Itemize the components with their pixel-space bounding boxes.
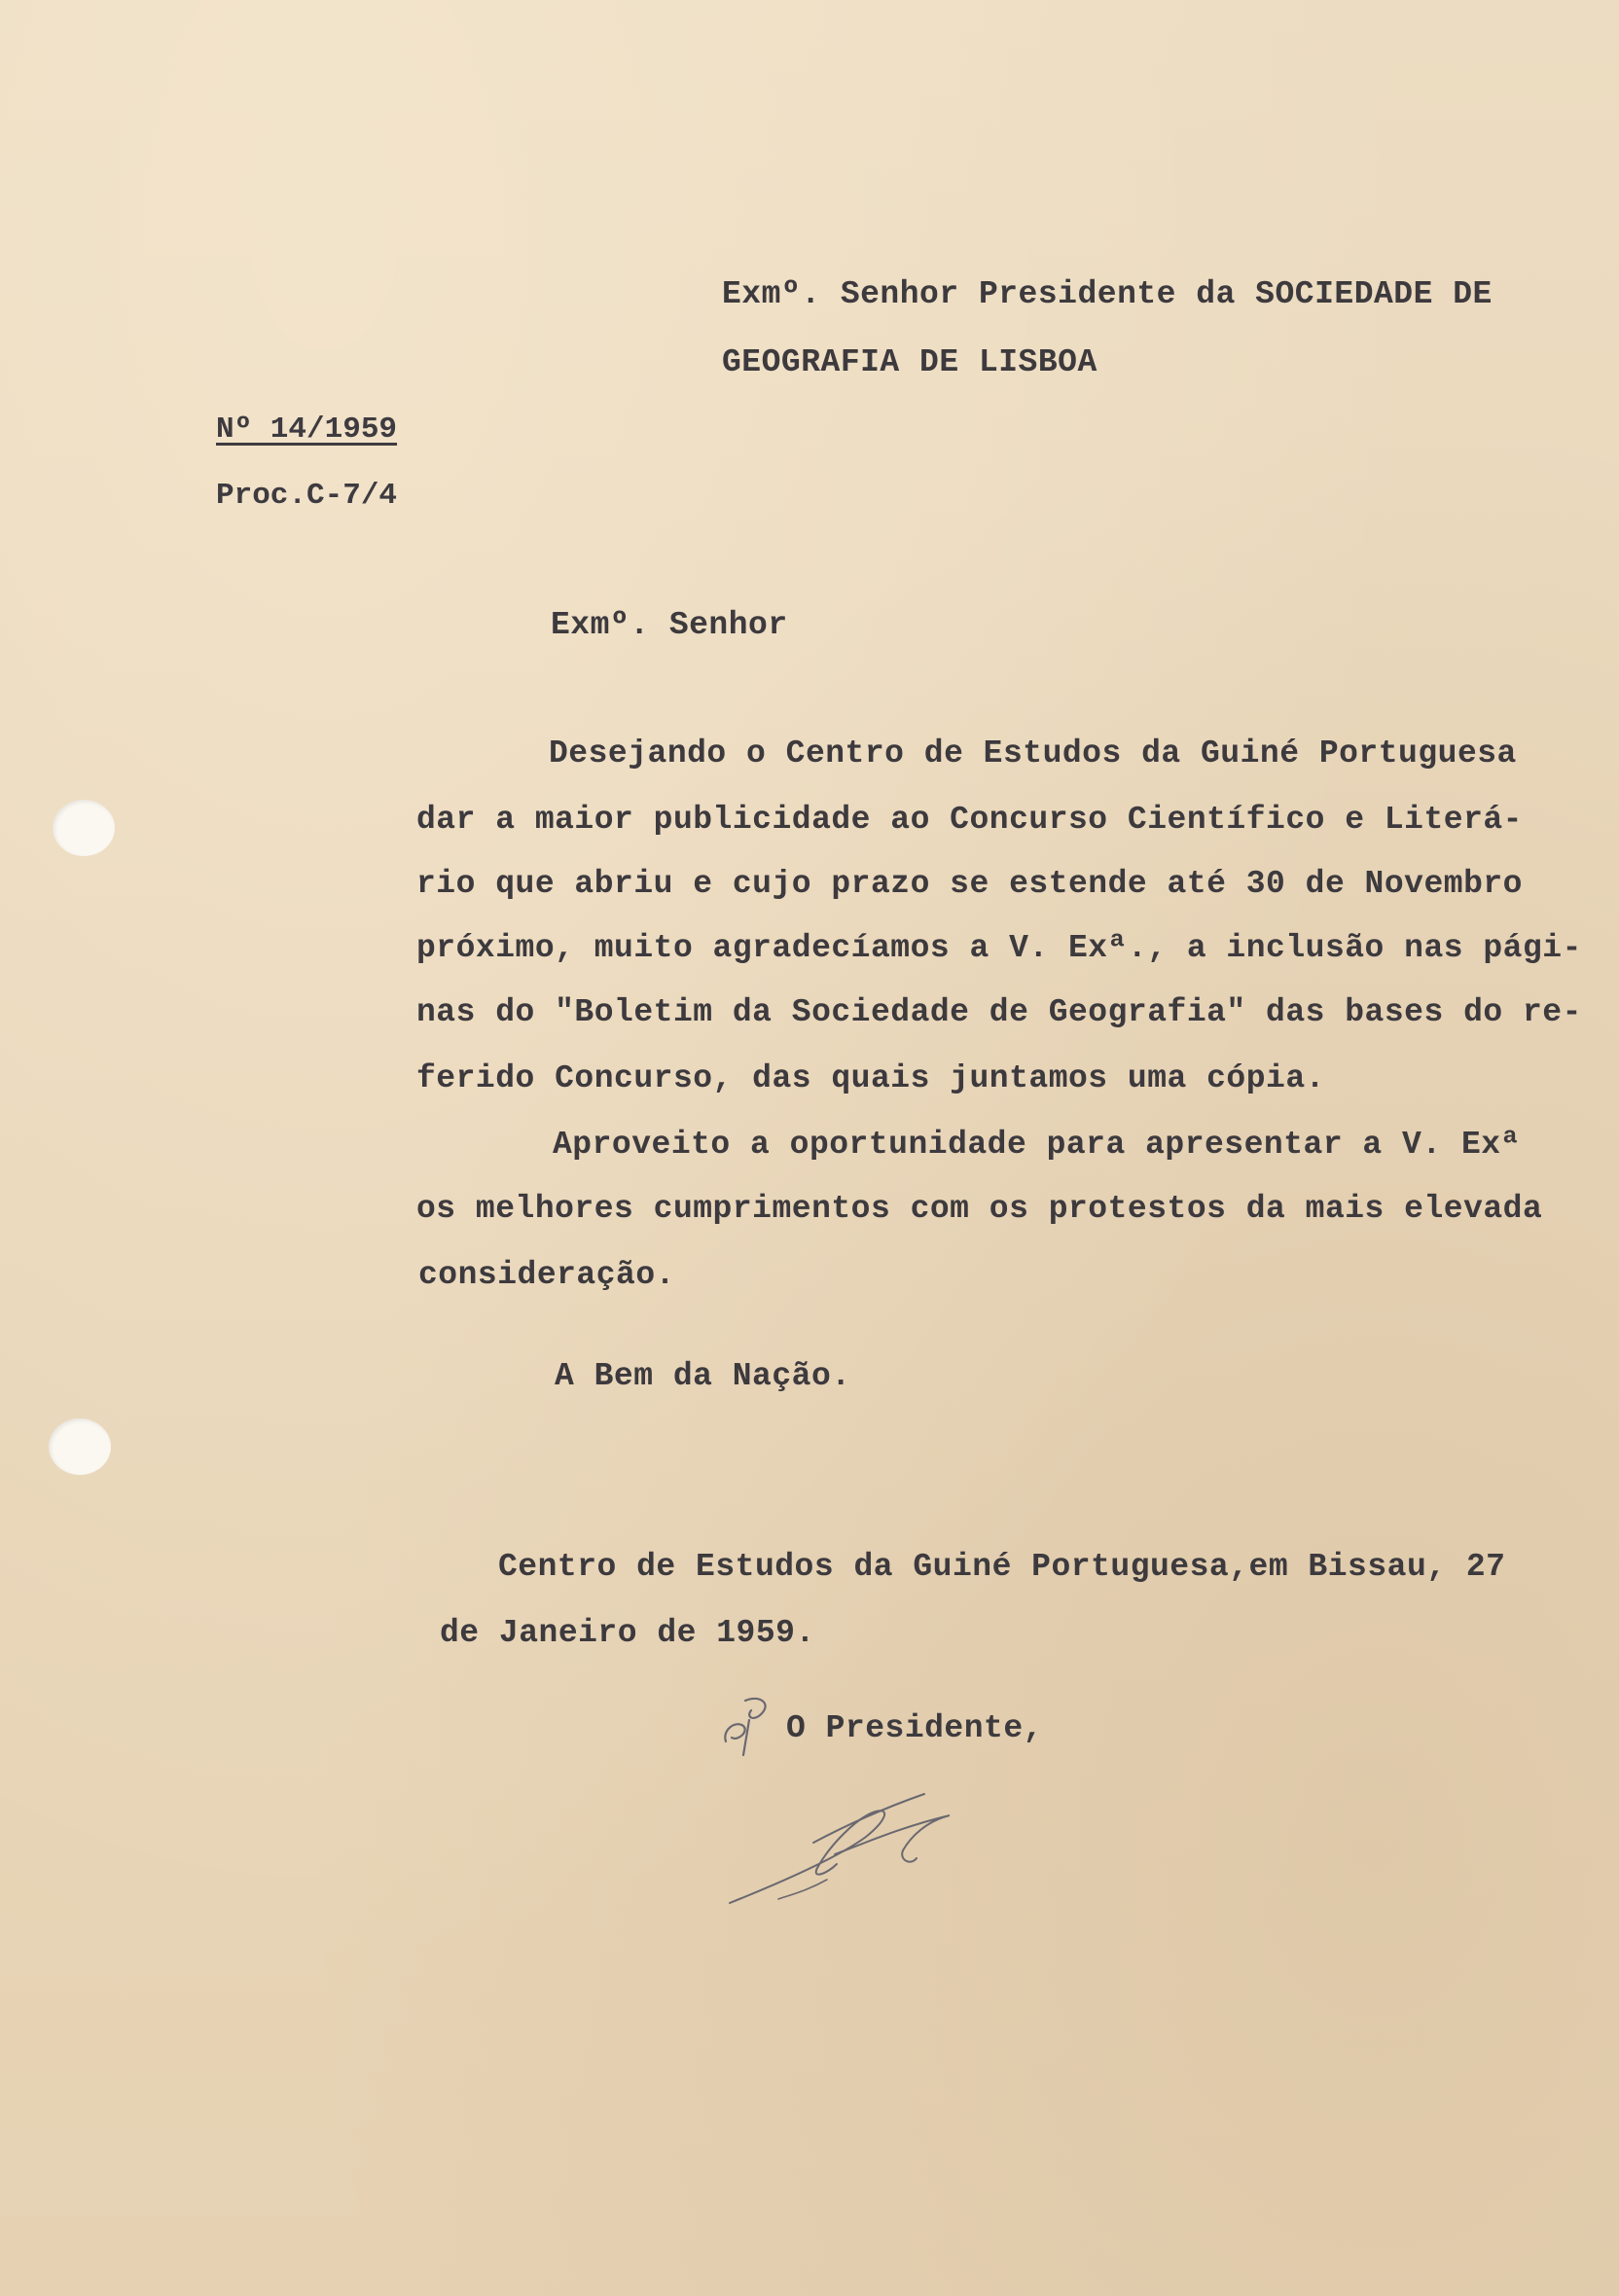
handwritten-initial-mark [716, 1691, 784, 1759]
body-line: Desejando o Centro de Estudos da Guiné Portuguesa [549, 735, 1517, 771]
body-line: os melhores cumprimentos com os protestos da mais elevada [416, 1191, 1543, 1227]
addressee-line-1: Exmº. Senhor Presidente da SOCIEDADE DE [722, 276, 1493, 312]
body-line: rio que abriu e cujo prazo se estende até 30 de Novembro [416, 866, 1523, 902]
body-line: dar a maior publicidade ao Concurso Científico e Literá- [416, 802, 1523, 838]
place-date-line-1: Centro de Estudos da Guiné Portuguesa,em Bissau, 27 [498, 1549, 1506, 1585]
handwritten-signature [720, 1778, 973, 1915]
body-line: ferido Concurso, das quais juntamos uma cópia. [416, 1060, 1325, 1096]
body-line: Aproveito a oportunidade para apresentar a V. Exª [553, 1127, 1521, 1163]
reference-number: Nº 14/1959 [216, 413, 398, 447]
punch-hole-upper [53, 800, 115, 856]
closing-motto: A Bem da Nação. [555, 1358, 851, 1394]
addressee-line-2: GEOGRAFIA DE LISBOA [722, 344, 1097, 380]
body-line: próximo, muito agradecíamos a V. Exª., a inclusão nas pági- [416, 930, 1582, 966]
body-line: nas do "Boletim da Sociedade de Geografia" das bases do re- [416, 994, 1582, 1030]
body-line: consideração. [418, 1257, 675, 1293]
signatory-title: O Presidente, [786, 1710, 1043, 1746]
process-reference: Proc.C-7/4 [216, 479, 398, 513]
punch-hole-lower [49, 1418, 111, 1475]
salutation: Exmº. Senhor [551, 607, 788, 643]
place-date-line-2: de Janeiro de 1959. [440, 1615, 815, 1651]
